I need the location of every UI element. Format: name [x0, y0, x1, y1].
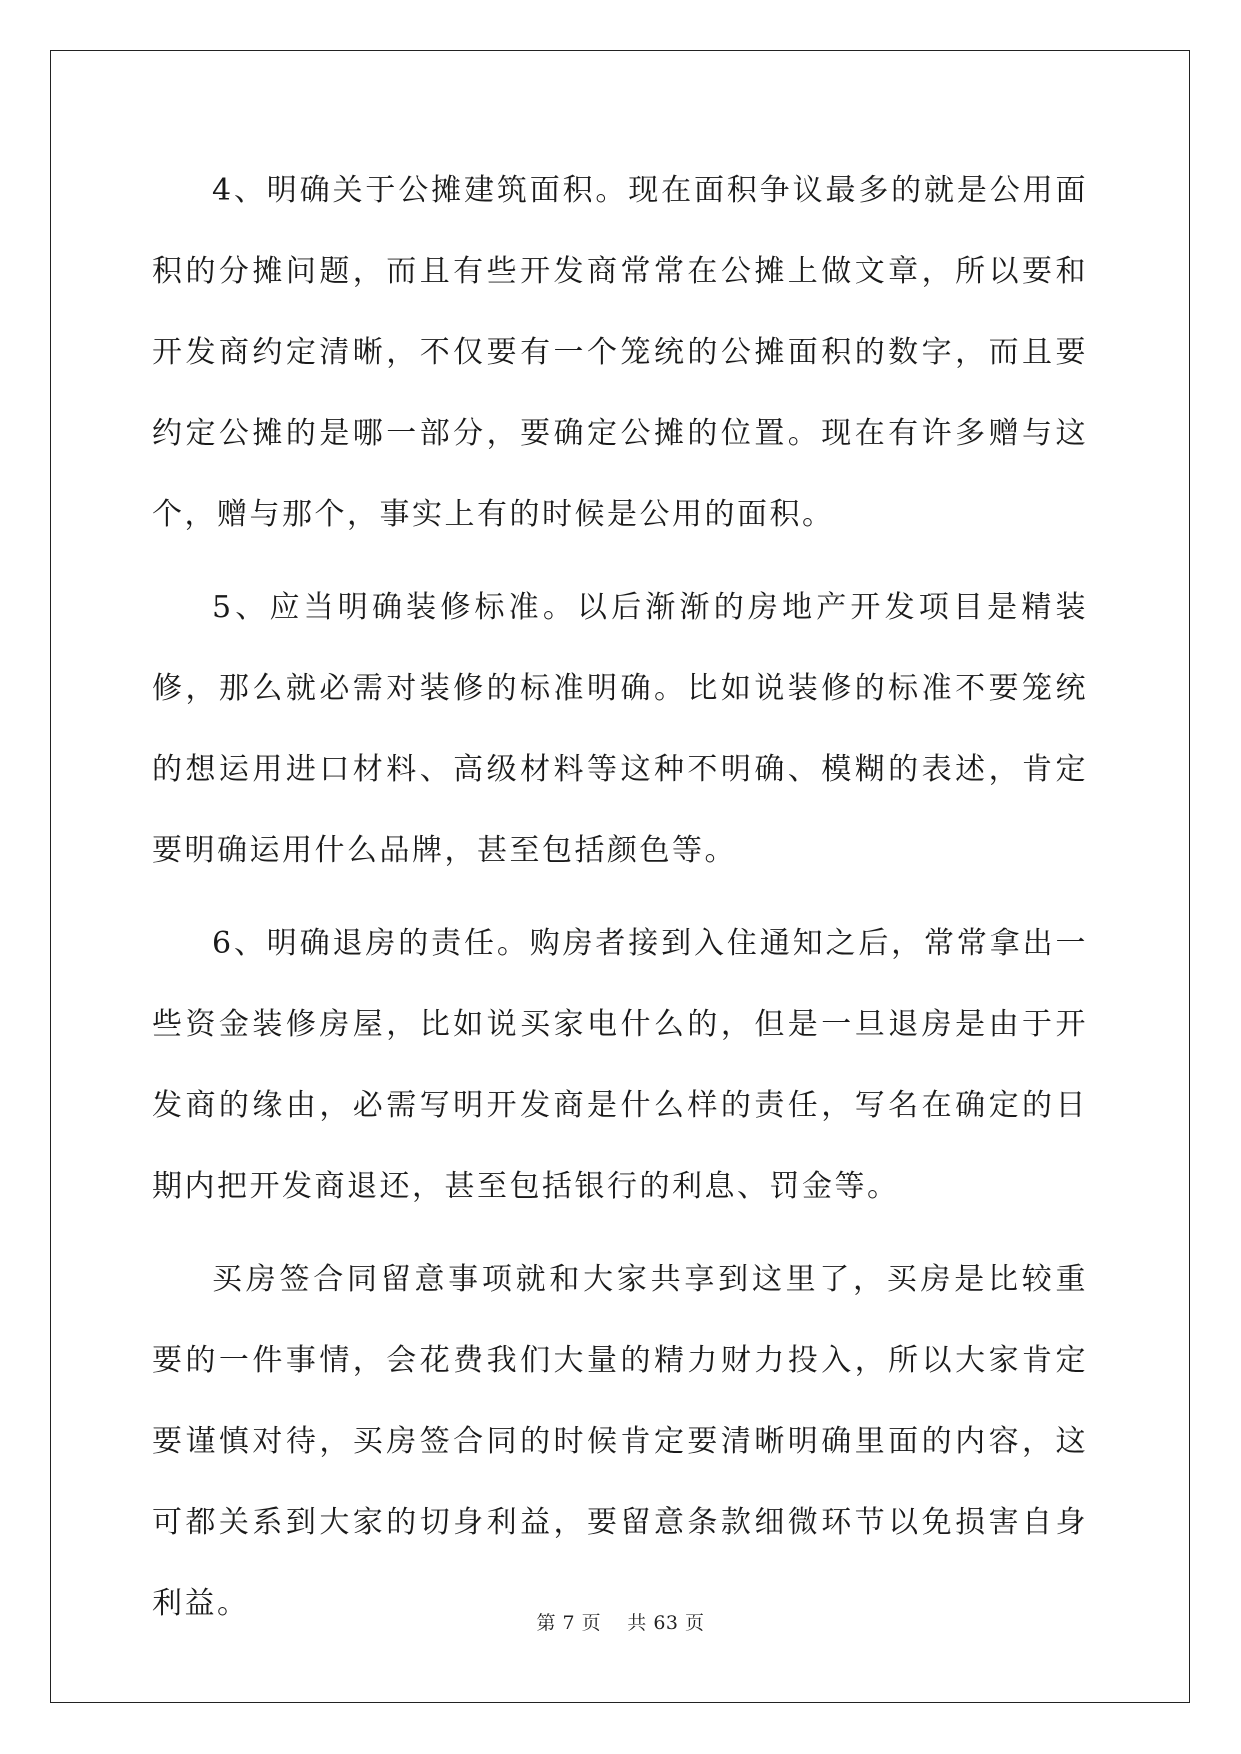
paragraph-conclusion: 买房签合同留意事项就和大家共享到这里了，买房是比较重要的一件事情，会花费我们大量的精力财力投入，所以大家肯定要谨慎对待，买房签合同的时候肯定要清晰明确里面的内容，这可都关系到大家的切身利益，要留意条款细微环节以免损害自身利益。 [152, 1262, 1088, 1621]
paragraph-6-refund-responsibility: 6、明确退房的责任。购房者接到入住通知之后，常常拿出一些资金装修房屋，比如说买家电什么的，但是一旦退房是由于开发商的缘由，必需写明开发商是什么样的责任，写名在确定的日期内把开发商退还，甚至包括银行的利息、罚金等。 [152, 926, 1088, 1204]
paragraph-5-decoration-standard: 5、应当明确装修标准。以后渐渐的房地产开发项目是精装修，那么就必需对装修的标准明确。比如说装修的标准不要笼统的想运用进口材料、高级材料等这种不明确、模糊的表述，肯定要明确运用什么品牌，甚至包括颜色等。 [152, 590, 1088, 868]
page-footer [0, 1608, 1241, 1635]
total-pages: 共 63 页 [627, 1612, 705, 1634]
document-body [152, 150, 1088, 1656]
page-number: 第 7 页 [536, 1612, 602, 1634]
paragraph-4-shared-area: 4、明确关于公摊建筑面积。现在面积争议最多的就是公用面积的分摊问题，而且有些开发商常常在公摊上做文章，所以要和开发商约定清晰，不仅要有一个笼统的公摊面积的数字，而且要约定公摊的是哪一部分，要确定公摊的位置。现在有许多赠与这个，赠与那个，事实上有的时候是公用的面积。 [152, 173, 1088, 532]
